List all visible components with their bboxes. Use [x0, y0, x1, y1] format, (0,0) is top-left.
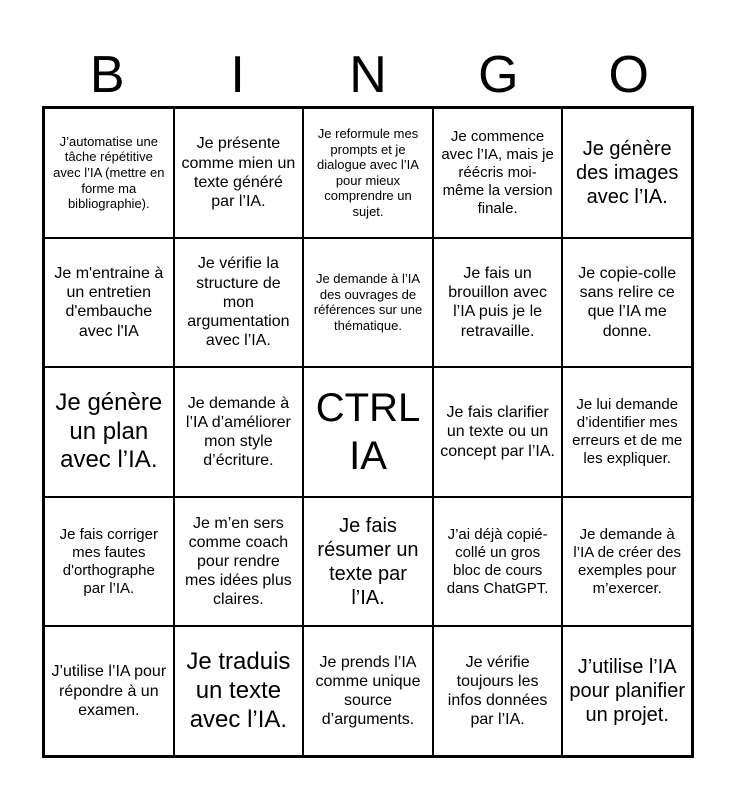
bingo-cell-r5c5[interactable]: J’utilise l’IA pour planifier un projet.: [562, 626, 692, 756]
bingo-cell-r4c1[interactable]: Je fais corriger mes fautes d'orthographe par l’IA.: [44, 497, 174, 627]
bingo-cell-r2c1[interactable]: Je m'entraine à un entretien d'embauche avec l'IA: [44, 238, 174, 368]
header-letter-n: N: [349, 46, 387, 104]
bingo-cell-r3c5[interactable]: Je lui demande d’identifier mes erreurs et de me les expliquer.: [562, 367, 692, 497]
header-letter-o: O: [608, 46, 649, 104]
bingo-cell-r5c4[interactable]: Je vérifie toujours les infos données par l’IA.: [433, 626, 563, 756]
bingo-cell-r1c2[interactable]: Je présente comme mien un texte généré par l’IA.: [174, 108, 304, 238]
bingo-cell-r4c3[interactable]: Je fais résumer un texte par l’IA.: [303, 497, 433, 627]
bingo-cell-r3c4[interactable]: Je fais clarifier un texte ou un concept par l’IA.: [433, 367, 563, 497]
bingo-cell-r3c2[interactable]: Je demande à l’IA d’améliorer mon style d’écriture.: [174, 367, 304, 497]
bingo-cell-r3c1[interactable]: Je génère un plan avec l’IA.: [44, 367, 174, 497]
bingo-cell-r4c2[interactable]: Je m’en sers comme coach pour rendre mes idées plus claires.: [174, 497, 304, 627]
bingo-cell-r1c3[interactable]: Je reformule mes prompts et je dialogue avec l’IA pour mieux comprendre un sujet.: [303, 108, 433, 238]
bingo-grid: [42, 106, 694, 758]
bingo-cell-r5c2[interactable]: Je traduis un texte avec l’IA.: [174, 626, 304, 756]
bingo-cell-r1c5[interactable]: Je génère des images avec l’IA.: [562, 108, 692, 238]
bingo-cell-r5c1[interactable]: J’utilise l’IA pour répondre à un examen.: [44, 626, 174, 756]
header-letter-i: I: [230, 46, 245, 104]
bingo-cell-r2c2[interactable]: Je vérifie la structure de mon argumentation avec l’IA.: [174, 238, 304, 368]
bingo-cell-r4c4[interactable]: J’ai déjà copié-collé un gros bloc de cours dans ChatGPT.: [433, 497, 563, 627]
bingo-cell-r2c3[interactable]: Je demande à l’IA des ouvrages de références sur une thématique.: [303, 238, 433, 368]
bingo-cell-r1c1[interactable]: J’automatise une tâche répétitive avec l’IA (mettre en forme ma bibliographie).: [44, 108, 174, 238]
bingo-cell-r4c5[interactable]: Je demande à l’IA de créer des exemples pour m’exercer.: [562, 497, 692, 627]
header-letter-b: B: [89, 46, 125, 104]
bingo-cell-r5c3[interactable]: Je prends l’IA comme unique source d’arguments.: [303, 626, 433, 756]
bingo-header: [42, 44, 694, 106]
header-letter-g: G: [478, 46, 519, 104]
bingo-free-space[interactable]: CTRL IA: [303, 367, 433, 497]
bingo-cell-r1c4[interactable]: Je commence avec l’IA, mais je réécris moi-même la version finale.: [433, 108, 563, 238]
bingo-cell-r2c4[interactable]: Je fais un brouillon avec l’IA puis je le retravaille.: [433, 238, 563, 368]
bingo-cell-r2c5[interactable]: Je copie-colle sans relire ce que l’IA me donne.: [562, 238, 692, 368]
